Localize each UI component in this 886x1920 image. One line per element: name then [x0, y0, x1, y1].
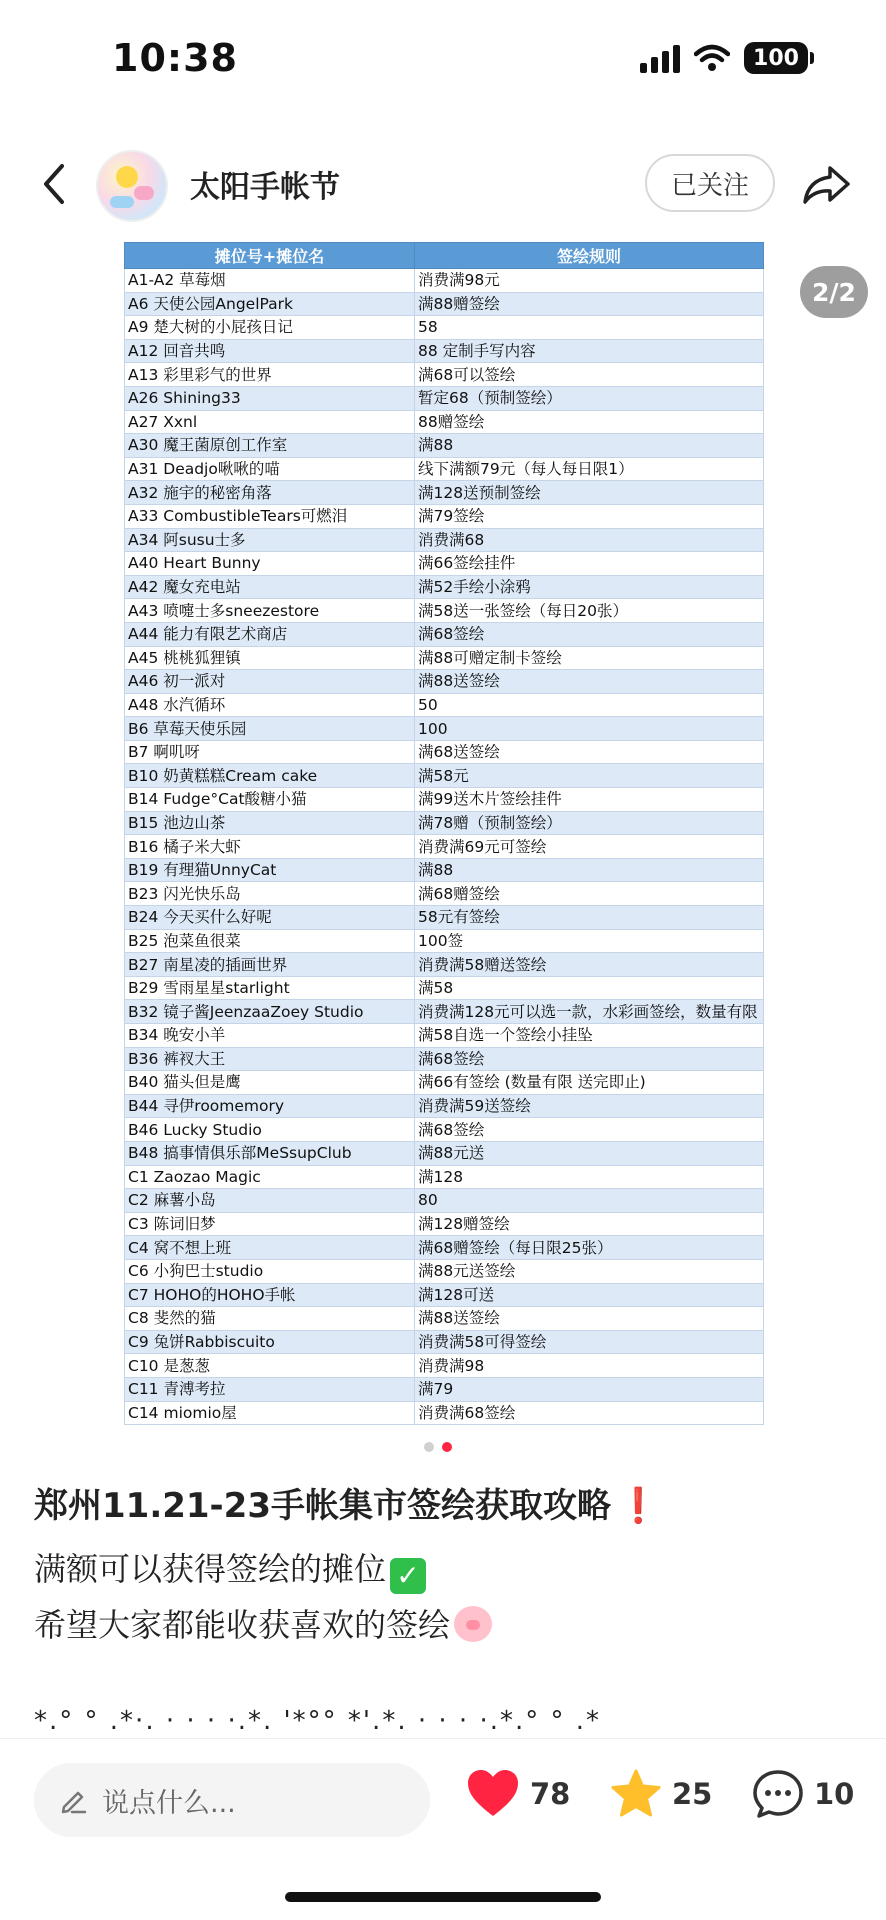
- battery-level: 100: [753, 45, 799, 71]
- account-name[interactable]: 太阳手帐节: [190, 170, 340, 205]
- post-title-text: 郑州11.21-23手帐集市签绘获取攻略: [34, 1486, 611, 1526]
- table-row: [125, 740, 764, 764]
- stall-rule-cell: 满88元送签绘: [415, 1259, 764, 1283]
- decorative-line: *.° ° .*·. · · · ·.*. '*°° *'.*. · · · ·.*.° ° .*: [34, 1706, 602, 1732]
- stall-rule-cell: 满58送一张签绘（每日20张）: [415, 599, 764, 623]
- stall-name-cell: A1-A2 草莓烟: [125, 269, 415, 293]
- share-icon[interactable]: [800, 160, 852, 208]
- stall-name-cell: B48 搞事情俱乐部MeSsupClub: [125, 1141, 415, 1165]
- stall-rule-cell: 消费满58可得签绘: [415, 1330, 764, 1354]
- table-row: [125, 1165, 764, 1189]
- stall-rule-cell: 100: [415, 717, 764, 741]
- stall-rule-cell: 满88送签绘: [415, 670, 764, 694]
- stall-name-cell: C6 小狗巴士studio: [125, 1259, 415, 1283]
- stall-rule-cell: 满58: [415, 976, 764, 1000]
- stall-rule-cell: 消费满68: [415, 528, 764, 552]
- stall-name-cell: C2 麻薯小岛: [125, 1189, 415, 1213]
- stall-rule-cell: 满128: [415, 1165, 764, 1189]
- stall-name-cell: B32 镜子酱JeenzaaZoey Studio: [125, 1000, 415, 1024]
- stall-rule-cell: 满66签绘挂件: [415, 552, 764, 576]
- stall-name-cell: C9 兔饼Rabbiscuito: [125, 1330, 415, 1354]
- table-row: [125, 339, 764, 363]
- stall-name-cell: B27 南星凌的插画世界: [125, 953, 415, 977]
- like-count: 78: [530, 1777, 571, 1811]
- stall-rule-cell: 消费满68签绘: [415, 1401, 764, 1425]
- stall-rule-cell: 88赠签绘: [415, 410, 764, 434]
- stall-rule-cell: 满78赠（预制签绘）: [415, 811, 764, 835]
- table-row: [125, 670, 764, 694]
- table-row: [125, 575, 764, 599]
- table-row: [125, 693, 764, 717]
- stall-name-cell: C4 窝不想上班: [125, 1236, 415, 1260]
- stall-name-cell: A30 魔王菌原创工作室: [125, 434, 415, 458]
- stall-name-cell: B14 Fudge°Cat酸糖小猫: [125, 788, 415, 812]
- star-icon: [610, 1769, 662, 1819]
- stall-name-cell: A43 喷嚏士多sneezestore: [125, 599, 415, 623]
- table-row: [125, 434, 764, 458]
- post-header: [0, 140, 886, 230]
- stall-rule-cell: 58元有签绘: [415, 906, 764, 930]
- stall-rule-cell: 满128送预制签绘: [415, 481, 764, 505]
- stall-name-cell: A31 Deadjo啾啾的喵: [125, 457, 415, 481]
- table-row: [125, 811, 764, 835]
- stall-name-cell: C10 是葱葱: [125, 1354, 415, 1378]
- stall-name-cell: B6 草莓天使乐园: [125, 717, 415, 741]
- table-row: [125, 292, 764, 316]
- table-row: [125, 552, 764, 576]
- table-row: [125, 717, 764, 741]
- stall-table: [124, 242, 764, 1425]
- stall-name-cell: B46 Lucky Studio: [125, 1118, 415, 1142]
- stall-rule-cell: 50: [415, 693, 764, 717]
- table-row: [125, 481, 764, 505]
- stall-rule-cell: 消费满59送签绘: [415, 1094, 764, 1118]
- post-line-2: [34, 1600, 492, 1646]
- stall-rule-cell: 线下满额79元（每人每日限1）: [415, 457, 764, 481]
- stall-rule-cell: 满88: [415, 858, 764, 882]
- status-icons: [640, 42, 808, 74]
- stall-name-cell: B25 泡菜鱼很菜: [125, 929, 415, 953]
- stall-name-cell: B19 有理猫UnnyCat: [125, 858, 415, 882]
- carousel-dot[interactable]: [424, 1442, 434, 1452]
- stall-rule-cell: 100签: [415, 929, 764, 953]
- carousel-dots: [424, 1442, 452, 1452]
- stall-rule-cell: 满88送签绘: [415, 1307, 764, 1331]
- stall-name-cell: A48 水汽循环: [125, 693, 415, 717]
- stall-rule-cell: 满68赠签绘（每日限25张）: [415, 1236, 764, 1260]
- comment-button[interactable]: [752, 1769, 854, 1819]
- table-row: [125, 599, 764, 623]
- stall-rule-cell: 80: [415, 1189, 764, 1213]
- stall-name-cell: B34 晚安小羊: [125, 1024, 415, 1048]
- home-indicator[interactable]: [285, 1892, 601, 1902]
- exclamation-emoji: ❗: [616, 1486, 660, 1526]
- post-line-1: [34, 1544, 426, 1594]
- stall-rule-cell: 88 定制手写内容: [415, 339, 764, 363]
- table-row: [125, 1212, 764, 1236]
- table-row: [125, 1094, 764, 1118]
- table-row: [125, 1047, 764, 1071]
- stall-name-cell: C7 HOHO的HOHO手帐: [125, 1283, 415, 1307]
- table-header-rule: 签绘规则: [415, 243, 764, 269]
- stall-name-cell: B7 啊叽呀: [125, 740, 415, 764]
- table-row: [125, 1330, 764, 1354]
- stall-name-cell: A6 天使公园AngelPark: [125, 292, 415, 316]
- check-emoji: ✓: [390, 1558, 426, 1594]
- table-row: [125, 953, 764, 977]
- table-row: [125, 316, 764, 340]
- stall-rule-cell: 消费满58赠送签绘: [415, 953, 764, 977]
- stall-rule-cell: 满68送签绘: [415, 740, 764, 764]
- table-row: [125, 929, 764, 953]
- table-row: [125, 1354, 764, 1378]
- stall-rule-cell: 满68签绘: [415, 1118, 764, 1142]
- signal-icon: [640, 43, 680, 73]
- stall-name-cell: A42 魔女充电站: [125, 575, 415, 599]
- stall-name-cell: A26 Shining33: [125, 386, 415, 410]
- table-row: [125, 410, 764, 434]
- stall-rule-cell: 满88赠签绘: [415, 292, 764, 316]
- stall-name-cell: A44 能力有限艺术商店: [125, 622, 415, 646]
- stall-name-cell: A34 阿susu士多: [125, 528, 415, 552]
- comment-count: 10: [814, 1777, 855, 1811]
- status-time: 10:38: [112, 36, 238, 80]
- stall-rule-cell: 满68可以签绘: [415, 363, 764, 387]
- stall-table-body: [125, 269, 764, 1425]
- stall-name-cell: B15 池边山茶: [125, 811, 415, 835]
- like-button[interactable]: [466, 1769, 570, 1819]
- stall-rule-cell: 满58元: [415, 764, 764, 788]
- stall-rule-cell: 满79签绘: [415, 504, 764, 528]
- page-indicator: 2/2: [800, 266, 868, 318]
- stall-name-cell: A13 彩里彩气的世界: [125, 363, 415, 387]
- stall-name-cell: B36 裤衩大王: [125, 1047, 415, 1071]
- table-row: [125, 1071, 764, 1095]
- stall-rule-cell: 消费满98: [415, 1354, 764, 1378]
- table-row: [125, 858, 764, 882]
- stall-rule-cell: 消费满128元可以选一款，水彩画签绘，数量有限: [415, 1000, 764, 1024]
- stall-name-cell: C3 陈词旧梦: [125, 1212, 415, 1236]
- favorite-button[interactable]: [610, 1769, 712, 1819]
- stall-name-cell: A27 Xxnl: [125, 410, 415, 434]
- stall-name-cell: B16 橘子米大虾: [125, 835, 415, 859]
- table-row: [125, 1307, 764, 1331]
- table-row: [125, 528, 764, 552]
- stall-name-cell: B29 雪雨星星starlight: [125, 976, 415, 1000]
- stall-rule-cell: 满52手绘小涂鸦: [415, 575, 764, 599]
- back-icon[interactable]: [32, 160, 80, 208]
- stall-rule-cell: 满58自选一个签绘小挂坠: [415, 1024, 764, 1048]
- stall-rule-cell: 满99送木片签绘挂件: [415, 788, 764, 812]
- table-row: [125, 1401, 764, 1425]
- stall-rule-cell: 消费满98元: [415, 269, 764, 293]
- table-row: [125, 835, 764, 859]
- stall-rule-cell: 满68签绘: [415, 1047, 764, 1071]
- table-row: [125, 788, 764, 812]
- stall-rule-cell: 消费满69元可签绘: [415, 835, 764, 859]
- stall-rule-cell: 满68签绘: [415, 622, 764, 646]
- table-row: [125, 764, 764, 788]
- stall-rule-cell: 满88: [415, 434, 764, 458]
- table-row: [125, 882, 764, 906]
- table-row: [125, 457, 764, 481]
- stall-rule-cell: 满88可赠定制卡签绘: [415, 646, 764, 670]
- stall-name-cell: C1 Zaozao Magic: [125, 1165, 415, 1189]
- stall-name-cell: C11 青溥考拉: [125, 1377, 415, 1401]
- stall-name-cell: A40 Heart Bunny: [125, 552, 415, 576]
- table-row: [125, 906, 764, 930]
- table-row: [125, 386, 764, 410]
- pencil-icon: [58, 1785, 88, 1815]
- wifi-icon: [694, 44, 730, 72]
- table-row: [125, 1283, 764, 1307]
- table-row: [125, 1259, 764, 1283]
- favorite-count: 25: [672, 1777, 713, 1811]
- stall-name-cell: B23 闪光快乐岛: [125, 882, 415, 906]
- table-row: [125, 1189, 764, 1213]
- table-row: [125, 504, 764, 528]
- comment-icon: [752, 1769, 804, 1819]
- table-row: [125, 1118, 764, 1142]
- table-row: [125, 363, 764, 387]
- stall-name-cell: B44 寻伊roomemory: [125, 1094, 415, 1118]
- post-line-2-text: 希望大家都能收获喜欢的签绘: [34, 1606, 451, 1644]
- stall-rule-cell: 58: [415, 316, 764, 340]
- battery-icon: [744, 42, 808, 74]
- avatar[interactable]: [96, 150, 168, 222]
- stall-name-cell: C8 斐然的猫: [125, 1307, 415, 1331]
- table-header-stall: 摊位号+摊位名: [125, 243, 415, 269]
- table-row: [125, 1000, 764, 1024]
- table-row: [125, 646, 764, 670]
- table-row: [125, 976, 764, 1000]
- stall-rule-cell: 满68赠签绘: [415, 882, 764, 906]
- post-title: [34, 1478, 659, 1527]
- pig-emoji: [454, 1606, 492, 1642]
- status-bar: [0, 0, 886, 120]
- carousel-dot-active[interactable]: [442, 1442, 452, 1452]
- bottom-action-bar: [0, 1738, 886, 1878]
- table-row: [125, 1236, 764, 1260]
- stall-name-cell: A12 回音共鸣: [125, 339, 415, 363]
- stall-rule-cell: 满79: [415, 1377, 764, 1401]
- comment-input[interactable]: [34, 1763, 430, 1837]
- post-image[interactable]: [0, 236, 886, 1426]
- comment-placeholder: 说点什么...: [102, 1787, 236, 1819]
- stall-rule-cell: 满128赠签绘: [415, 1212, 764, 1236]
- stall-name-cell: C14 miomio屋: [125, 1401, 415, 1425]
- follow-button[interactable]: 已关注: [645, 154, 775, 212]
- stall-name-cell: A33 CombustibleTears可燃泪: [125, 504, 415, 528]
- table-row: [125, 622, 764, 646]
- stall-name-cell: A9 楚大树的小屁孩日记: [125, 316, 415, 340]
- stall-rule-cell: 满88元送: [415, 1141, 764, 1165]
- table-row: [125, 1024, 764, 1048]
- table-row: [125, 1141, 764, 1165]
- table-row: [125, 269, 764, 293]
- table-row: [125, 1377, 764, 1401]
- stall-name-cell: A32 施宇的秘密角落: [125, 481, 415, 505]
- stall-name-cell: B10 奶黄糕糕Cream cake: [125, 764, 415, 788]
- stall-name-cell: A46 初一派对: [125, 670, 415, 694]
- stall-name-cell: B40 猫头但是鹰: [125, 1071, 415, 1095]
- stall-name-cell: B24 今天买什么好呢: [125, 906, 415, 930]
- post-line-1-text: 满额可以获得签绘的摊位: [34, 1550, 387, 1588]
- heart-icon: [466, 1769, 520, 1819]
- stall-rule-cell: 满128可送: [415, 1283, 764, 1307]
- stall-rule-cell: 暂定68（预制签绘）: [415, 386, 764, 410]
- stall-name-cell: A45 桃桃狐狸镇: [125, 646, 415, 670]
- stall-rule-cell: 满66有签绘 (数量有限 送完即止): [415, 1071, 764, 1095]
